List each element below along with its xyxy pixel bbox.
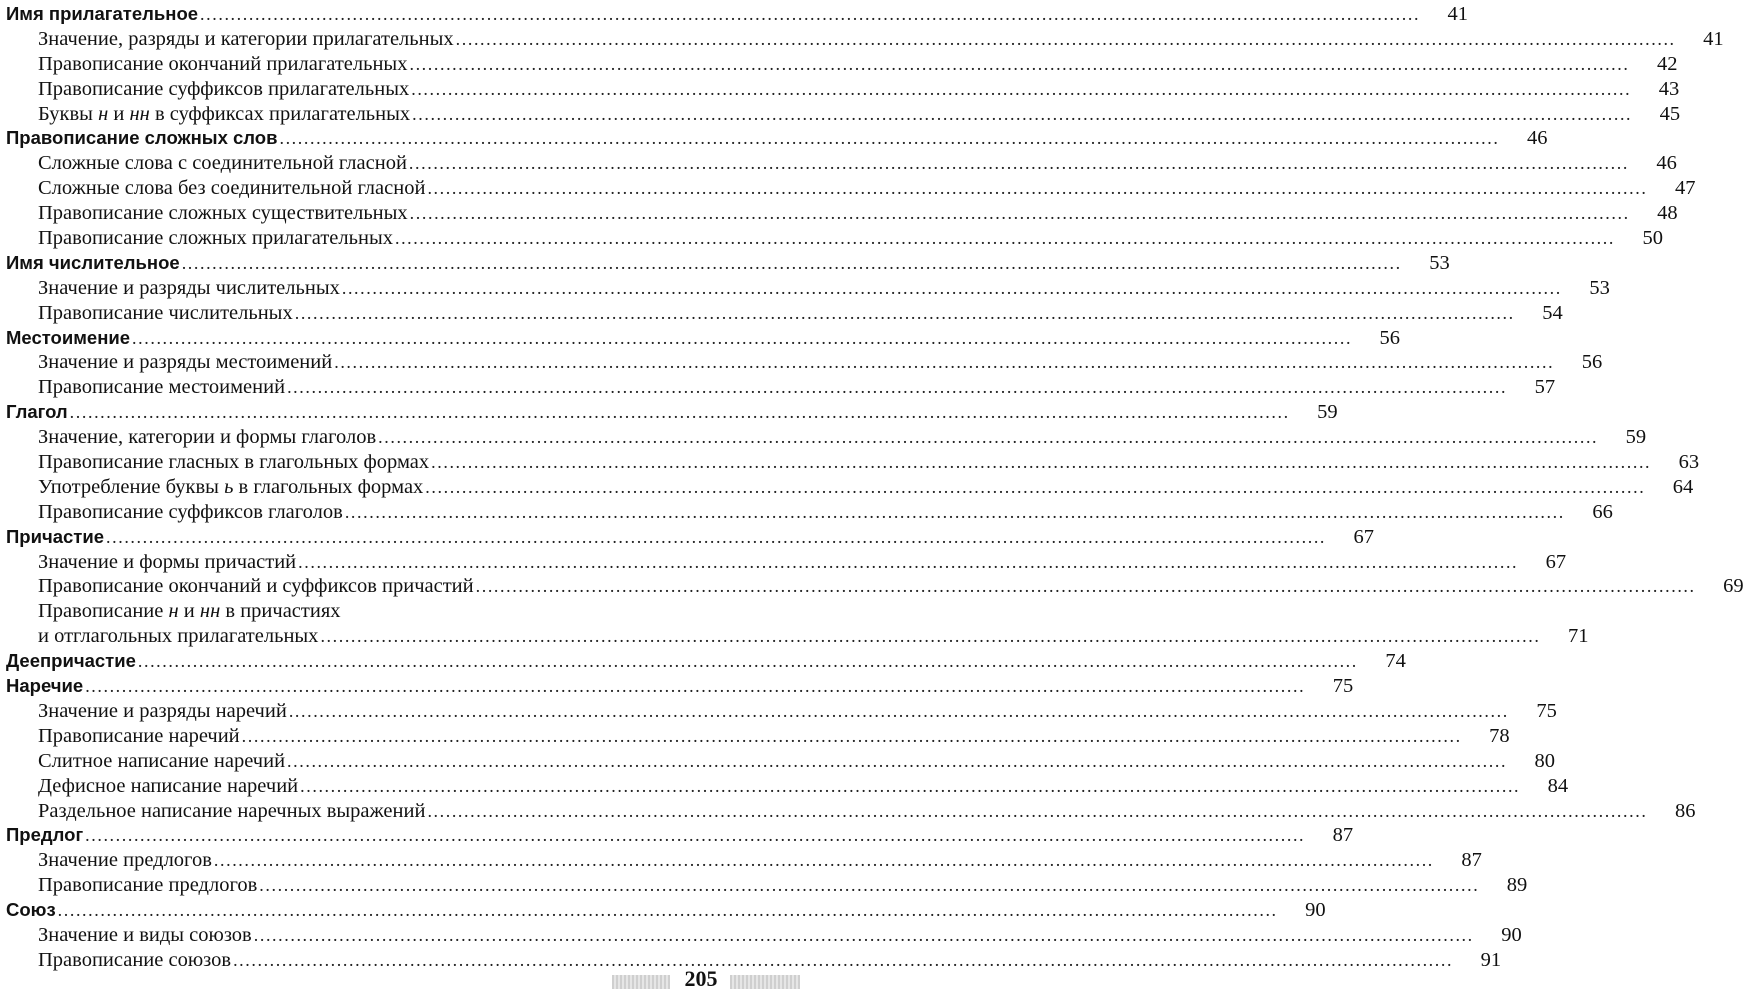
toc-entry-page: 67 [1353,525,1375,548]
toc-subentry [6,27,1724,52]
toc-section-entry [6,326,1401,351]
dot-leader: ........................................................................................................................................................................................................ [57,900,1278,921]
dot-leader: ........................................................................................................................................................................................................ [287,750,1508,771]
dot-leader: ........................................................................................................................................................................................................ [200,4,1421,24]
toc-entry-title: Правописание суффиксов прилагательных [38,77,410,100]
toc-subentry [6,350,1603,375]
toc-section-entry [6,126,1548,151]
toc-entry-page: 66 [1592,500,1613,523]
dot-leader: ........................................................................................................................................................................................................ [425,476,1646,497]
dot-leader: ........................................................................................................................................................................................................ [241,725,1462,746]
toc-entry-page: 87 [1332,824,1354,847]
footer-decoration-right [730,975,800,989]
toc-entry-page: 57 [1534,376,1556,399]
toc-entry-page: 84 [1547,774,1569,797]
toc-entry-title: Правописание н и нн в причастиях [38,600,341,623]
dot-leader: ........................................................................................................................................................................................................ [233,949,1454,970]
toc-entry-title: Местоимение [6,326,131,348]
toc-subentry [6,425,1647,450]
toc-entry-page: 75 [1536,699,1557,722]
toc-entry-page: 45 [1659,102,1681,125]
toc-entry-title: Правописание числительных [38,301,293,324]
toc-subentry [6,848,1482,873]
toc-subentry [6,599,718,624]
toc-entry-page: 41 [1447,3,1469,25]
toc-entry-page: 90 [1305,899,1326,922]
dot-leader: ........................................................................................................................................................................................................ [411,78,1632,99]
dot-leader: ........................................................................................................................................................................................................ [409,203,1630,224]
toc-entry-title: Значение и разряды наречий [38,699,287,722]
toc-entry-title: Дефисное написание наречий [38,774,299,797]
dot-leader: ........................................................................................................................................................................................................ [288,700,1509,721]
toc-entry-page: 56 [1581,351,1603,374]
toc-entry-title: Деепричастие [6,650,136,672]
toc-entry-title: Правописание гласных в глагольных формах [38,451,430,474]
toc-entry-title: Правописание местоимений [38,376,286,399]
toc-subentry [6,176,1696,201]
dot-leader: ........................................................................................................................................................................................................ [320,626,1541,647]
toc-entry-page: 53 [1429,251,1450,274]
toc-entry-title: Правописание сложных прилагательных [38,227,393,250]
toc-entry-page: 71 [1567,625,1589,648]
dot-leader: ........................................................................................................................................................................................................ [475,576,1696,597]
toc-entry-title: Правописание наречий [38,724,240,747]
dot-leader: ........................................................................................................................................................................................................ [341,277,1562,298]
toc-entry-page: 80 [1534,749,1556,772]
toc-entry-page: 69 [1723,575,1744,598]
dot-leader: ........................................................................................................................................................................................................ [279,128,1500,149]
page-number: 205 [684,966,718,991]
dot-leader: ........................................................................................................................................................................................................ [259,875,1480,896]
dot-leader: ........................................................................................................................................................................................................ [294,302,1515,323]
toc-subentry [6,574,1744,599]
toc-entry-title: Правописание союзов [38,948,232,971]
toc-subentry [6,749,1556,774]
toc-entry-title: Значение и разряды местоимений [38,351,333,374]
toc-entry-page: 87 [1461,849,1482,872]
toc-subentry [6,375,1556,400]
toc-entry-title: Глагол [6,401,68,423]
toc-subentry [6,276,1610,301]
toc-entry-page: 59 [1625,426,1647,449]
toc-entry-page: 74 [1385,650,1406,673]
toc-entry-page: 89 [1506,874,1528,897]
toc-entry-title: Употребление буквы ь в глагольных формах [38,475,424,498]
toc-subentry [6,450,1700,475]
dot-leader: ........................................................................................................................................................................................................ [132,327,1353,348]
toc-entry-title: Правописание предлогов [38,874,258,897]
toc-entry-title: Раздельное написание наречных выражений [38,799,426,822]
toc-subentry [6,77,1680,102]
toc-subentry [6,226,1663,251]
dot-leader: ........................................................................................................................................................................................................ [69,402,1290,423]
toc-subentry [6,500,1613,525]
dot-leader: ........................................................................................................................................................................................................ [344,501,1565,522]
toc-entry-page: 78 [1489,724,1510,747]
toc-entry-page: 91 [1480,948,1502,971]
toc-entry-title: Правописание окончаний и суффиксов причастий [38,575,474,598]
toc-entry-page: 41 [1703,27,1724,50]
toc-section-entry [6,823,1354,848]
toc-subentry [6,624,1589,649]
dot-leader: ........................................................................................................................................................................................................ [427,178,1648,199]
toc-subentry [6,475,1694,500]
toc-entry-title: Предлог [6,824,84,846]
toc-entry-page: 63 [1678,451,1700,474]
dot-leader: ........................................................................................................................................................................................................ [431,452,1652,473]
toc-entry-page: 75 [1332,675,1354,698]
dot-leader: ........................................................................................................................................................................................................ [106,526,1327,547]
toc-subentry [6,724,1510,749]
toc-entry-title: Значение и разряды числительных [38,276,340,299]
toc-entry-page: 90 [1501,923,1522,946]
toc-entry-page: 64 [1672,475,1694,498]
toc-entry-title: Союз [6,899,56,921]
dot-leader: ........................................................................................................................................................................................................ [213,850,1434,871]
dot-leader: ........................................................................................................................................................................................................ [300,775,1521,796]
toc-entry-title: Правописание окончаний прилагательных [38,52,408,75]
toc-entry-page: 59 [1317,401,1338,424]
toc-entry-page: 42 [1656,52,1678,75]
dot-leader: ........................................................................................................................................................................................................ [298,551,1519,572]
toc-entry-title: Сложные слова с соединительной гласной [38,152,407,175]
toc-entry-title: Значение и виды союзов [38,923,252,946]
toc-entry-title: и отглагольных прилагательных [38,625,319,648]
footer-decoration-left [612,975,670,989]
toc-entry-page: 46 [1526,127,1548,150]
dot-leader: ........................................................................................................................................................................................................ [394,228,1615,249]
toc-subentry [6,201,1678,226]
toc-subentry [6,151,1677,176]
toc-subentry [6,873,1528,898]
dot-leader: ........................................................................................................................................................................................................ [85,676,1306,697]
toc-entry-title: Значение, разряды и категории прилагательных [38,27,454,50]
toc-entry-title: Имя числительное [6,251,180,273]
toc-entry-title: Значение, категории и формы глаголов [38,426,377,449]
toc-entry-page: 48 [1657,202,1678,225]
dot-leader: ........................................................................................................................................................................................................ [253,924,1474,945]
toc-entry-page: 67 [1545,550,1567,573]
toc-entry-title: Наречие [6,675,84,697]
dot-leader: ........................................................................................................................................................................................................ [412,103,1633,124]
toc-entry-page: 46 [1656,152,1677,175]
toc-entry-page: 86 [1674,799,1696,822]
dot-leader: ........................................................................................................................................................................................................ [287,377,1508,398]
toc-entry-title: Значение предлогов [38,849,212,872]
toc-section-entry [6,649,1406,674]
toc-section-entry [6,898,1326,923]
toc-entry-page: 54 [1542,301,1563,324]
toc-entry-title: Правописание сложных слов [6,127,278,149]
dot-leader: ........................................................................................................................................................................................................ [408,153,1629,174]
toc-section-entry [6,251,1450,276]
toc-subentry [6,301,1563,326]
toc-entry-title: Слитное написание наречий [38,749,286,772]
dot-leader: ........................................................................................................................................................................................................ [137,651,1358,672]
toc-entry-title: Сложные слова без соединительной гласной [38,177,426,200]
dot-leader: ........................................................................................................................................................................................................ [334,352,1555,373]
toc-entry-title: Правописание суффиксов глаголов [38,500,343,523]
toc-entry-page: 56 [1379,326,1401,349]
toc-entry-page: 50 [1642,227,1663,250]
toc-subentry [6,774,1569,799]
page-footer [580,960,800,1000]
toc-entry-page: 53 [1589,276,1610,299]
toc-section-entry [6,2,1469,27]
toc-section-entry [6,674,1354,699]
toc-section-entry [6,525,1375,550]
toc-subentry [6,52,1678,77]
toc-section-entry [6,400,1338,425]
dot-leader: ........................................................................................................................................................................................................ [427,800,1648,821]
table-of-contents [6,2,1744,973]
toc-subentry [6,923,1522,948]
toc-entry-title: Причастие [6,525,105,547]
toc-entry-title: Имя прилагательное [6,3,199,24]
dot-leader: ........................................................................................................................................................................................................ [378,427,1599,448]
toc-subentry [6,699,1557,724]
toc-subentry [6,799,1696,824]
toc-entry-title: Буквы н и нн в суффиксах прилагательных [38,102,411,125]
toc-subentry [6,550,1567,575]
toc-entry-title: Значение и формы причастий [38,550,297,573]
toc-entry-page: 47 [1674,177,1696,200]
dot-leader: ........................................................................................................................................................................................................ [85,825,1306,846]
toc-subentry [6,102,1681,127]
toc-entry-page: 43 [1658,77,1680,100]
toc-entry-title: Правописание сложных существительных [38,202,408,225]
dot-leader: ........................................................................................................................................................................................................ [455,28,1676,49]
dot-leader: ........................................................................................................................................................................................................ [409,53,1630,74]
dot-leader: ........................................................................................................................................................................................................ [181,252,1402,273]
